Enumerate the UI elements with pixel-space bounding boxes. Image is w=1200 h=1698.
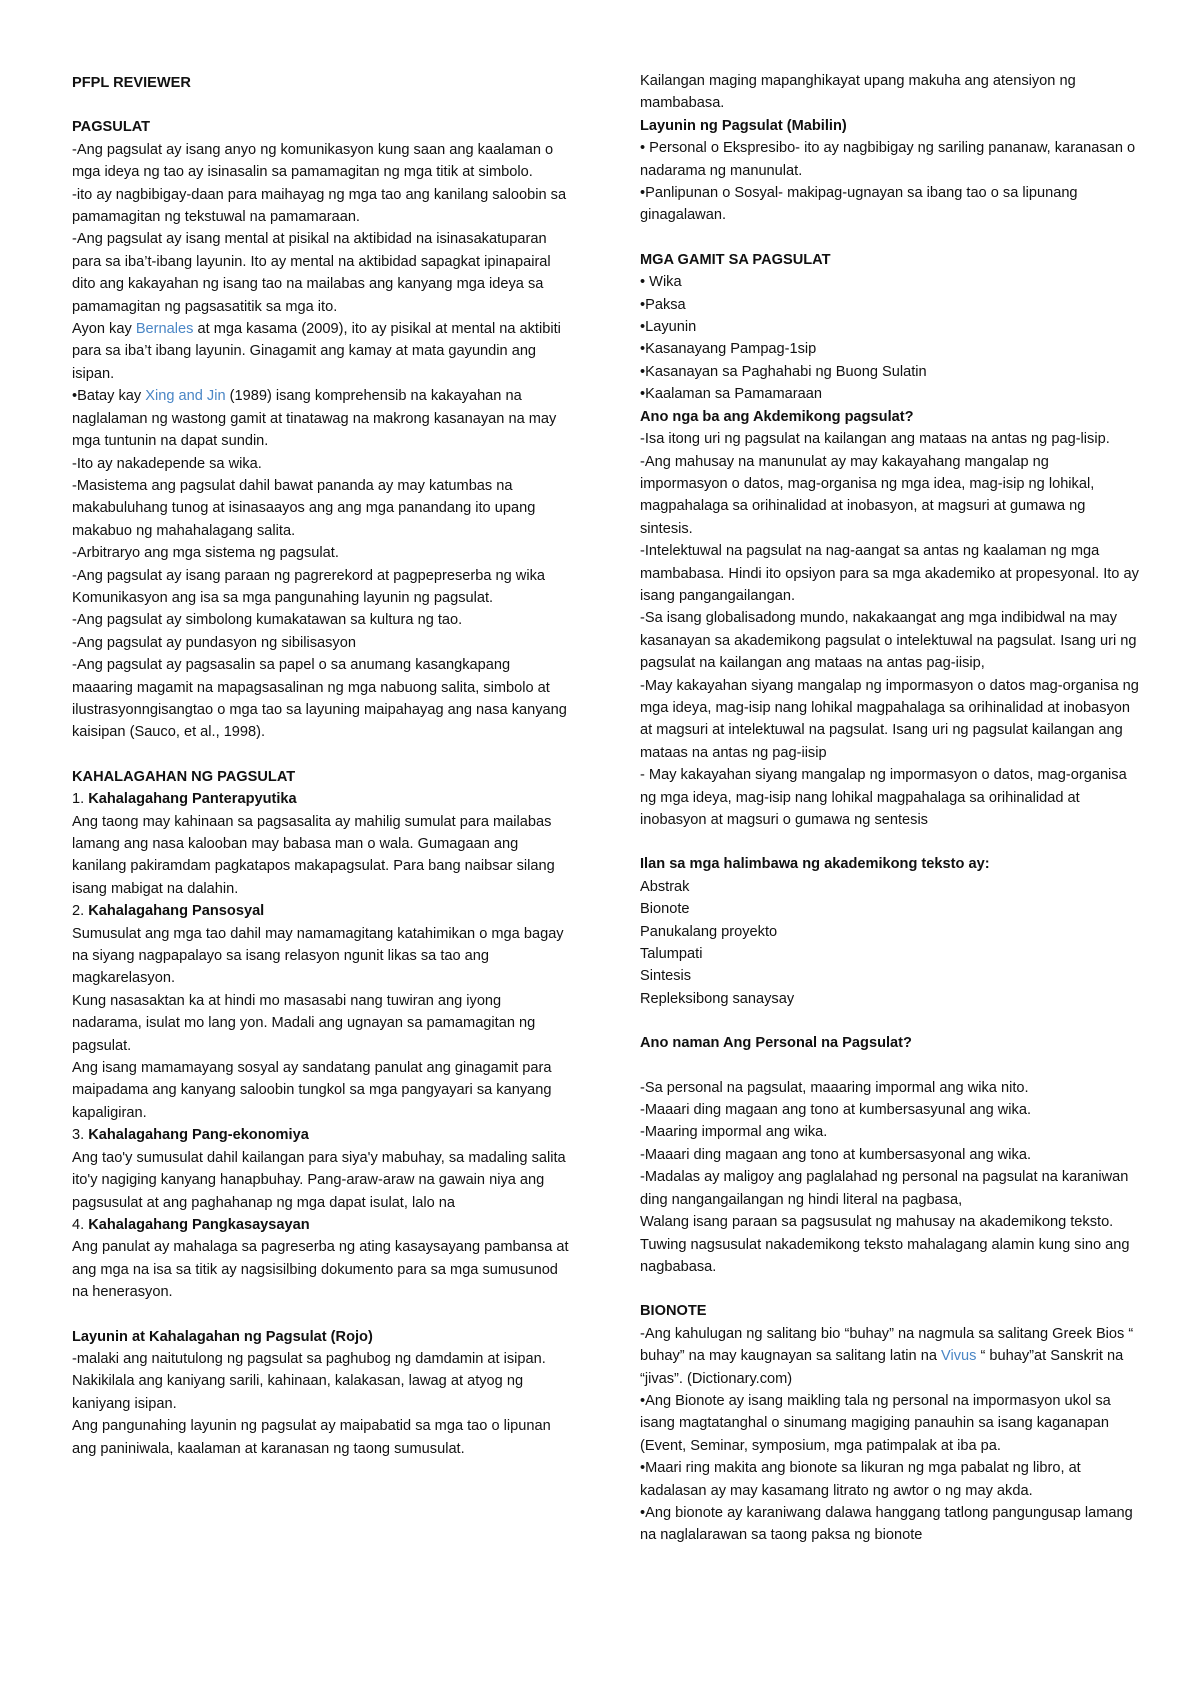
list-item: Abstrak [640,878,690,895]
subheading: 1. Kahalagahang Panterapyutika [72,791,297,808]
list-item: •Kaalaman sa Pamamaraan [640,386,822,403]
paragraph: Ang panulat ay mahalaga sa pagreserba ng ating kasaysayang pambansa at ang mga na isa sa titik ay nagsisilbing dokumento para sa mga sumusunod na henerasyon. [72,1239,569,1301]
paragraph: •Maari ring makita ang bionote sa likuran ng mga pabalat ng libro, at kadalasan ay may kasamang litrato ng awtor o ng may akda. [640,1460,1081,1499]
paragraph: Ang tao'y sumusulat dahil kailangan para siya'y mabuhay, sa madaling salita ito'y nagiging kanyang hanapbuhay. Pang-araw-araw na gawain niya ang pagsusulat at ang paghahanap ng mga dapat isulat, lalo na [72,1149,566,1211]
section-heading-gamit: MGA GAMIT SA PAGSULAT [640,251,831,268]
paragraph: Ayon kay Bernales at mga kasama (2009), ito ay pisikal at mental na aktibiti para sa iba’t ibang layunin. Ginagamit ang kamay at mata gayundin ang isipan. [72,321,561,382]
paragraph: -Maaari ding magaan ang tono at kumbersasyonal ang wika. [640,1146,1032,1163]
section-heading-pagsulat: PAGSULAT [72,119,151,136]
link-xing-and-jin[interactable]: Xing and Jin [145,388,226,405]
paragraph: -Ito ay nakadepende sa wika. [72,455,262,472]
paragraph: Ang isang mamamayang sosyal ay sandatang panulat ang ginagamit para maipadama ang kanyang saloobin tungkol sa mga pangyayari sa kanyang kapaligiran. [72,1060,552,1121]
list-item: •Kasanayang Pampag-1sip [640,341,817,358]
paragraph: Ang taong may kahinaan sa pagsasalita ay mahilig sumulat para mailabas lamang ang nasa kalooban may babasa man o wala. Gumagaan ang kanilang pakiramdam pagkatapos makapagsulat. Para bang naibsar silang isang mabigat na dalahin. [72,813,555,897]
paragraph: -Maaring impormal ang wika. [640,1124,828,1141]
paragraph: Kung nasasaktan ka at hindi mo masasabi nang tuwiran ang iyong nadarama, isulat mo lang yon. Madali ang ugnayan sa pamamagitan ng pagsulat. [72,992,536,1054]
paragraph: -Ang pagsulat ay pundasyon ng sibilisasyon [72,634,356,651]
paragraph: -Ang mahusay na manunulat ay may kakayahang mangalap ng impormasyon o datos, mag-organisa ng mga idea, mag-isip ng lohikal, magpahalaga sa orihinalidad at inobasyon, at magsuri at gumawa ng sintesis. [640,453,1095,537]
paragraph: -Arbitraryo ang mga sistema ng pagsulat. [72,545,339,562]
left-column [72,72,572,1460]
list-item: Talumpati [640,946,703,963]
paragraph: -Masistema ang pagsulat dahil bawat pananda ay may katumbas na makabuluhang tunog at isinasaayos ang ang mga panandang ito upang makabuo ng mahahalagang salita. [72,477,536,539]
paragraph: •Ang Bionote ay isang maikling tala ng personal na impormasyon ukol sa isang magtatanghal o sinumang magiging panauhin sa isang kaganapan (Event, Seminar, symposium, mga patimpalak at iba pa. [640,1392,1111,1454]
subheading: 4. Kahalagahang Pangkasaysayan [72,1216,310,1233]
paragraph: Walang isang paraan sa pagsusulat ng mahusay na akademikong teksto. Tuwing nagsusulat nakademikong teksto mahalagang alamin kung sino ang nagbabasa. [640,1214,1130,1275]
section-heading-mabilin: Layunin ng Pagsulat (Mabilin) [640,117,847,134]
link-vivus[interactable]: Vivus [941,1348,977,1365]
paragraph: •Batay kay Xing and Jin (1989) isang komprehensib na kakayahan na naglalaman ng wastong gamit at tinatawag na makrong kasanayan na may mga tuntunin na dapat sundin. [72,388,557,450]
section-heading-halimbawa: Ilan sa mga halimbawa ng akademikong teksto ay: [640,856,990,873]
paragraph: -Sa personal na pagsulat, maaaring impormal ang wika nito. [640,1079,1029,1096]
paragraph: -Ang pagsulat ay isang paraan ng pagrerekord at pagpepreserba ng wika [72,567,545,584]
paragraph: -Maaari ding magaan ang tono at kumbersasyunal ang wika. [640,1102,1032,1119]
list-item: Panukalang proyekto [640,923,778,940]
paragraph: •Panlipunan o Sosyal- makipag-ugnayan sa ibang tao o sa lipunang ginagalawan. [640,185,1078,224]
list-item: •Kasanayan sa Paghahabi ng Buong Sulatin [640,363,927,380]
right-column [640,70,1140,1547]
paragraph: Komunikasyon ang isa sa mga pangunahing layunin ng pagsulat. [72,589,494,606]
paragraph: -ito ay nagbibigay-daan para maihayag ng mga tao ang kanilang saloobin sa pamamagitan ng tekstuwal na pamamaraan. [72,186,567,226]
paragraph: -Ang kahulugan ng salitang bio “buhay” na nagmula sa salitang Greek Bios “ buhay” na may kaugnayan sa salitang latin na Vivus “ buhay”at Sanskrit na “jivas”. (Dictionary.com) [640,1325,1134,1387]
paragraph: -Ang pagsulat ay isang anyo ng komunikasyon kung saan ang kaalaman o mga ideya ng tao ay isinasalin sa pamamagitan ng mga titik at simbolo. [72,141,554,181]
paragraph: -Sa isang globalisadong mundo, nakakaangat ang mga indibidwal na may kasanayan sa akademikong pagsulat o intelektuwal na pagsulat. Isang uri ng pagsulat na kailangan ang mataas na antas pag-iisip, [640,610,1137,672]
paragraph: -Ang pagsulat ay pagsasalin sa papel o sa anumang kasangkapang maaaring magamit na mapagsasalinan ng mga nabuong salita, simbolo at ilustrasyonngisangtao o mga tao sa layuning maipahayag ang nasa kanyang kaisipan (Sauco, et al., 1998). [72,657,567,741]
section-heading-layunin-rojo: Layunin at Kahalagahan ng Pagsulat (Rojo) [72,1328,373,1345]
document-title: PFPL REVIEWER [72,75,191,91]
section-heading-bionote: BIONOTE [640,1303,707,1320]
section-heading-akademiko: Ano nga ba ang Akdemikong pagsulat? [640,408,914,425]
paragraph: Kailangan maging mapanghikayat upang makuha ang atensiyon ng mambabasa. [640,73,1076,112]
paragraph: -malaki ang naitutulong ng pagsulat sa paghubog ng damdamin at isipan. [72,1350,546,1367]
list-item: Repleksibong sanaysay [640,990,795,1007]
link-bernales[interactable]: Bernales [135,321,194,338]
halimbawa-list [640,876,1140,1010]
paragraph: • Personal o Ekspresibo- ito ay nagbibigay ng sariling pananaw, karanasan o nadarama ng manunulat. [640,140,1136,179]
subheading: 3. Kahalagahang Pang-ekonomiya [72,1127,309,1144]
subheading: 2. Kahalagahang Pansosyal [72,903,265,920]
paragraph: -May kakayahan siyang mangalap ng impormasyon o datos mag-organisa ng mga ideya, mag-isip nang lohikal magpahalaga sa orihinalidad at inobasyon at magsuri at intelektuwal na pagsulat. Isang uri ng pagsulat kailangan ang mataas na antas ng pag-iisip [640,677,1139,761]
paragraph: -Ang pagsulat ay simbolong kumakatawan sa kultura ng tao. [72,612,463,629]
paragraph: Ang pangunahing layunin ng pagsulat ay maipabatid sa mga tao o lipunan ang paniniwala, kaalaman at karanasan ng taong sumusulat. [72,1418,551,1457]
list-item: •Layunin [640,319,697,336]
section-heading-kahalagahan: KAHALAGAHAN NG PAGSULAT [72,768,296,785]
paragraph: -Isa itong uri ng pagsulat na kailangan ang mataas na antas ng pag-lisip. [640,431,1110,448]
paragraph: •Ang bionote ay karaniwang dalawa hanggang tatlong pangungusap lamang na naglalarawan sa taong paksa ng bionote [640,1504,1133,1544]
section-heading-personal: Ano naman Ang Personal na Pagsulat? [640,1035,912,1052]
list-item: Bionote [640,901,690,918]
list-item: Sintesis [640,968,692,985]
paragraph: Nakikilala ang kaniyang sarili, kahinaan, kalakasan, lawag at atyog ng kaniyang isipan. [72,1373,524,1412]
list-item: •Paksa [640,296,686,313]
paragraph: - May kakayahan siyang mangalap ng impormasyon o datos, mag-organisa ng mga ideya, mag-isip nang lohikal magpahalaga sa orihinalidad at inobasyon at magsuri o gumawa ng sentesis [640,767,1127,828]
paragraph: -Madalas ay maligoy ang paglalahad ng personal na pagsulat na karaniwan ding nangangailangan ng hindi literal na pagbasa, [640,1169,1129,1208]
gamit-list [640,271,1140,405]
paragraph: -Ang pagsulat ay isang mental at pisikal na aktibidad na isinasakatuparan para sa iba’t-ibang layunin. Ito ay mental na aktibidad sapagkat ipinapairal dito ang kakayahan ng isang tao na mailabas ang kanyang mga ideya sa pamamagitan ng pagsasatitik sa mga ito. [72,231,551,315]
paragraph: Sumusulat ang mga tao dahil may namamagitang katahimikan o mga bagay na siyang nagpapalayo sa isang relasyon ngunit likas sa tao ang magkarelasyon. [72,925,564,987]
list-item: • Wika [640,274,682,291]
paragraph: -Intelektuwal na pagsulat na nag-aangat sa antas ng kaalaman ng mga mambabasa. Hindi ito opsiyon para sa mga akademiko at propesyonal. Ito ay isang pangangailangan. [640,543,1139,604]
